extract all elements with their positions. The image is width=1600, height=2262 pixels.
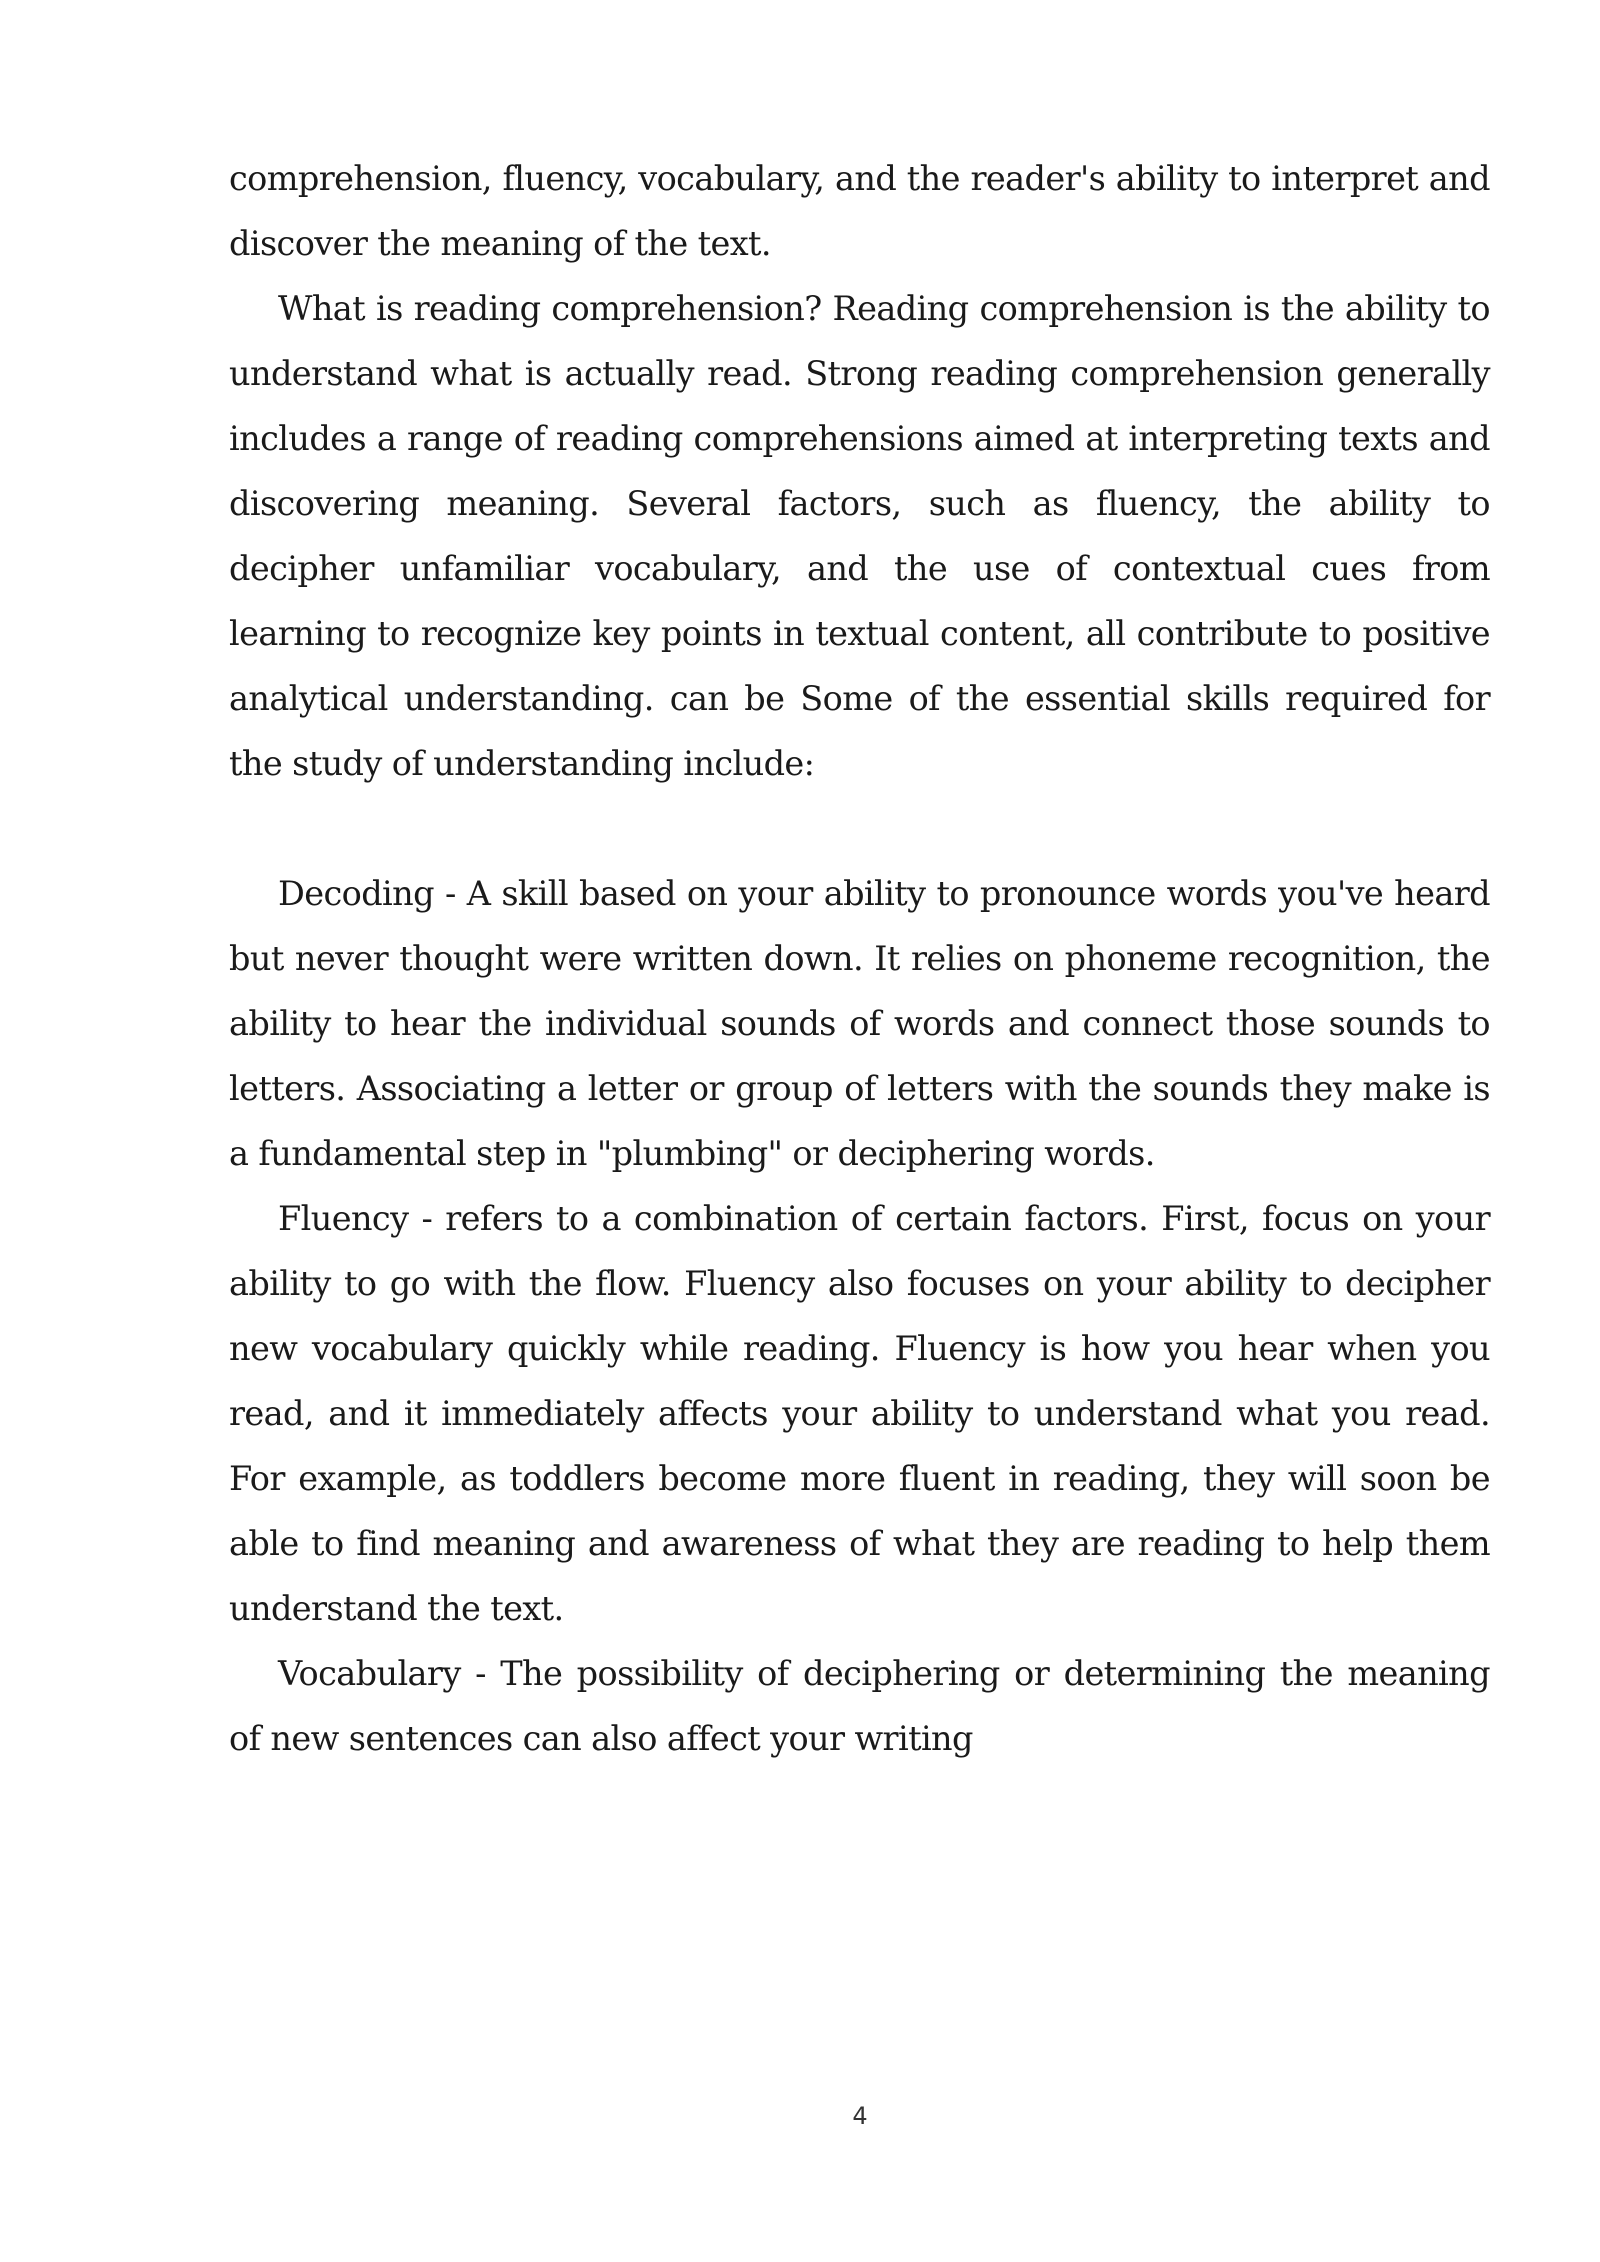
paragraph-spacer: [229, 796, 1490, 861]
paragraph-vocabulary: Vocabulary - The possibility of deciphering or determining the meaning of new sentences can also affect your writing: [229, 1654, 1490, 1758]
page-body: [229, 146, 1490, 1771]
paragraph-decoding: Decoding - A skill based on your ability to pronounce words you've heard but never thought were written down. It relies on phoneme recognition, the ability to hear the individual sounds of words and connect those sounds to letters. Associating a letter or group of letters with the sounds they make is a fundamental step in "plumbing" or deciphering words.: [229, 874, 1490, 1173]
paragraph-reading-comprehension: What is reading comprehension? Reading comprehension is the ability to understand what is actually read. Strong reading comprehension generally includes a range of reading comprehensions aimed at interpreting texts and discovering meaning. Several factors, such as fluency, the ability to decipher unfamiliar vocabulary, and the use of contextual cues from learning to recognize key points in textual content, all contribute to positive analytical understanding. can be Some of the essential skills required for the study of understanding include:: [229, 289, 1490, 783]
paragraph-fluency: Fluency - refers to a combination of certain factors. First, focus on your ability to go with the flow. Fluency also focuses on your ability to decipher new vocabulary quickly while reading. Fluency is how you hear when you read, and it immediately affects your ability to understand what you read. For example, as toddlers become more fluent in reading, they will soon be able to find meaning and awareness of what they are reading to help them understand the text.: [229, 1199, 1490, 1628]
page-number: 4: [852, 2102, 868, 2130]
paragraph-continuation: comprehension, fluency, vocabulary, and the reader's ability to interpret and discover the meaning of the text.: [229, 159, 1490, 263]
